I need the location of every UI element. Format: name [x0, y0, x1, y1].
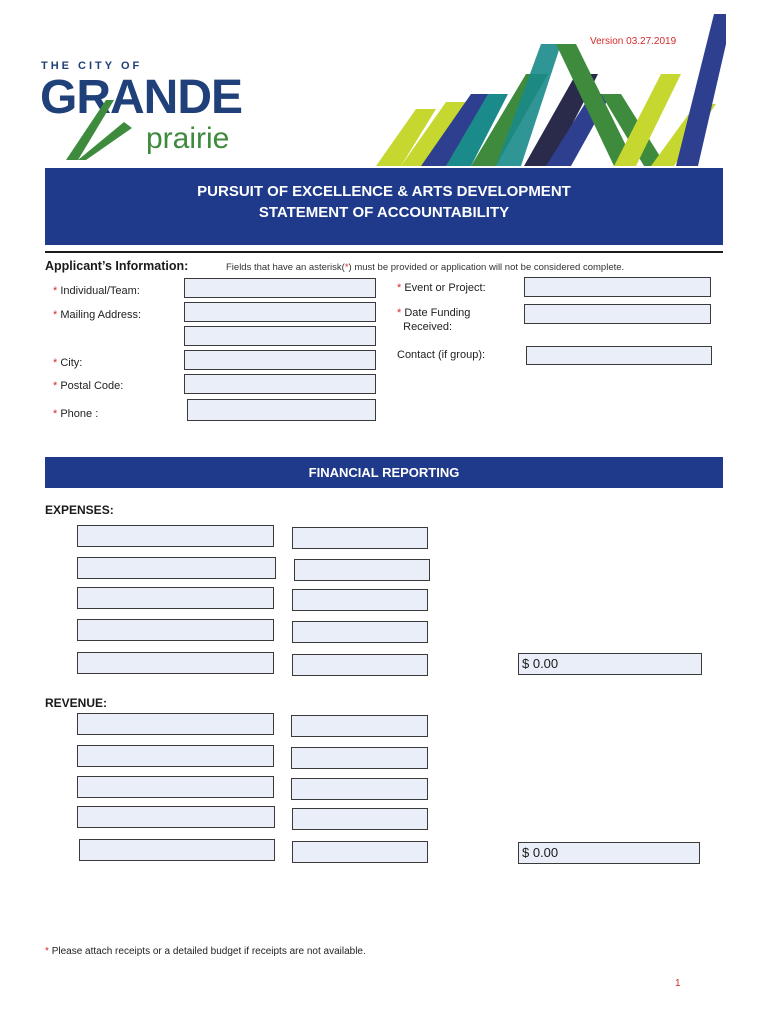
revenue-item-field[interactable] [77, 745, 274, 767]
revenue-total-field[interactable]: $ 0.00 [518, 842, 700, 864]
version-label: Version 03.27.2019 [590, 36, 677, 47]
title-line-1: PURSUIT OF EXCELLENCE & ARTS DEVELOPMENT [197, 183, 571, 200]
expense-item-field[interactable] [77, 557, 276, 579]
logo-city-text: THE CITY OF [41, 60, 143, 72]
title-line-2: STATEMENT OF ACCOUNTABILITY [258, 204, 510, 221]
revenue-amount-field[interactable] [291, 715, 428, 737]
postal-code-field[interactable] [184, 374, 376, 394]
postal-code-label: * Postal Code: [53, 380, 124, 392]
city-field[interactable] [184, 350, 376, 370]
mailing-label: * Mailing Address: [53, 309, 142, 321]
date-funding-field[interactable] [524, 304, 711, 324]
revenue-amount-field[interactable] [292, 841, 428, 863]
expense-item-field[interactable] [77, 619, 274, 641]
event-project-label: * Event or Project: [397, 282, 486, 294]
contact-field[interactable] [526, 346, 712, 365]
page-number: 1 [675, 978, 681, 989]
expense-item-field[interactable] [77, 652, 274, 674]
expenses-label: EXPENSES: [45, 503, 114, 517]
applicant-heading: Applicant’s Information: [45, 259, 189, 273]
revenue-amount-field[interactable] [291, 778, 428, 800]
title-banner [45, 168, 723, 245]
logo-sub-text: prairie [146, 122, 230, 155]
revenue-item-field[interactable] [77, 776, 274, 798]
city-label: * City: [53, 357, 83, 369]
expenses-total-field[interactable]: $ 0.00 [518, 653, 702, 675]
applicant-note: Fields that have an asterisk(*) must be provided or application will not be considered complete. [226, 262, 625, 273]
expense-amount-field[interactable] [292, 654, 428, 676]
date-funding-label: * Date Funding Received: [397, 307, 471, 333]
logo-name-text: GRANDE [40, 71, 243, 124]
expense-amount-field[interactable] [292, 621, 428, 643]
revenue-amount-field[interactable] [291, 747, 428, 769]
expense-amount-field[interactable] [294, 559, 430, 581]
financial-reporting-header: FINANCIAL REPORTING [45, 457, 723, 488]
contact-label: Contact (if group): [397, 349, 486, 361]
expense-amount-field[interactable] [292, 527, 428, 549]
revenue-amount-field[interactable] [292, 808, 428, 830]
revenue-label: REVENUE: [45, 696, 108, 710]
expense-item-field[interactable] [77, 587, 274, 609]
receipts-footnote: * Please attach receipts or a detailed budget if receipts are not available. [45, 946, 366, 957]
individual-label: * Individual/Team: [53, 285, 140, 297]
individual-team-field[interactable] [184, 278, 376, 298]
event-project-field[interactable] [524, 277, 711, 297]
divider [45, 251, 723, 253]
revenue-item-field[interactable] [77, 713, 274, 735]
phone-field[interactable] [187, 399, 376, 421]
logo-check-mark-icon [66, 92, 146, 160]
revenue-item-field[interactable] [79, 839, 275, 861]
phone-label: * Phone : [53, 408, 99, 420]
expense-amount-field[interactable] [292, 589, 428, 611]
revenue-item-field[interactable] [77, 806, 275, 828]
expense-item-field[interactable] [77, 525, 274, 547]
mailing-address-field-1[interactable] [184, 302, 376, 322]
mailing-address-field-2[interactable] [184, 326, 376, 346]
